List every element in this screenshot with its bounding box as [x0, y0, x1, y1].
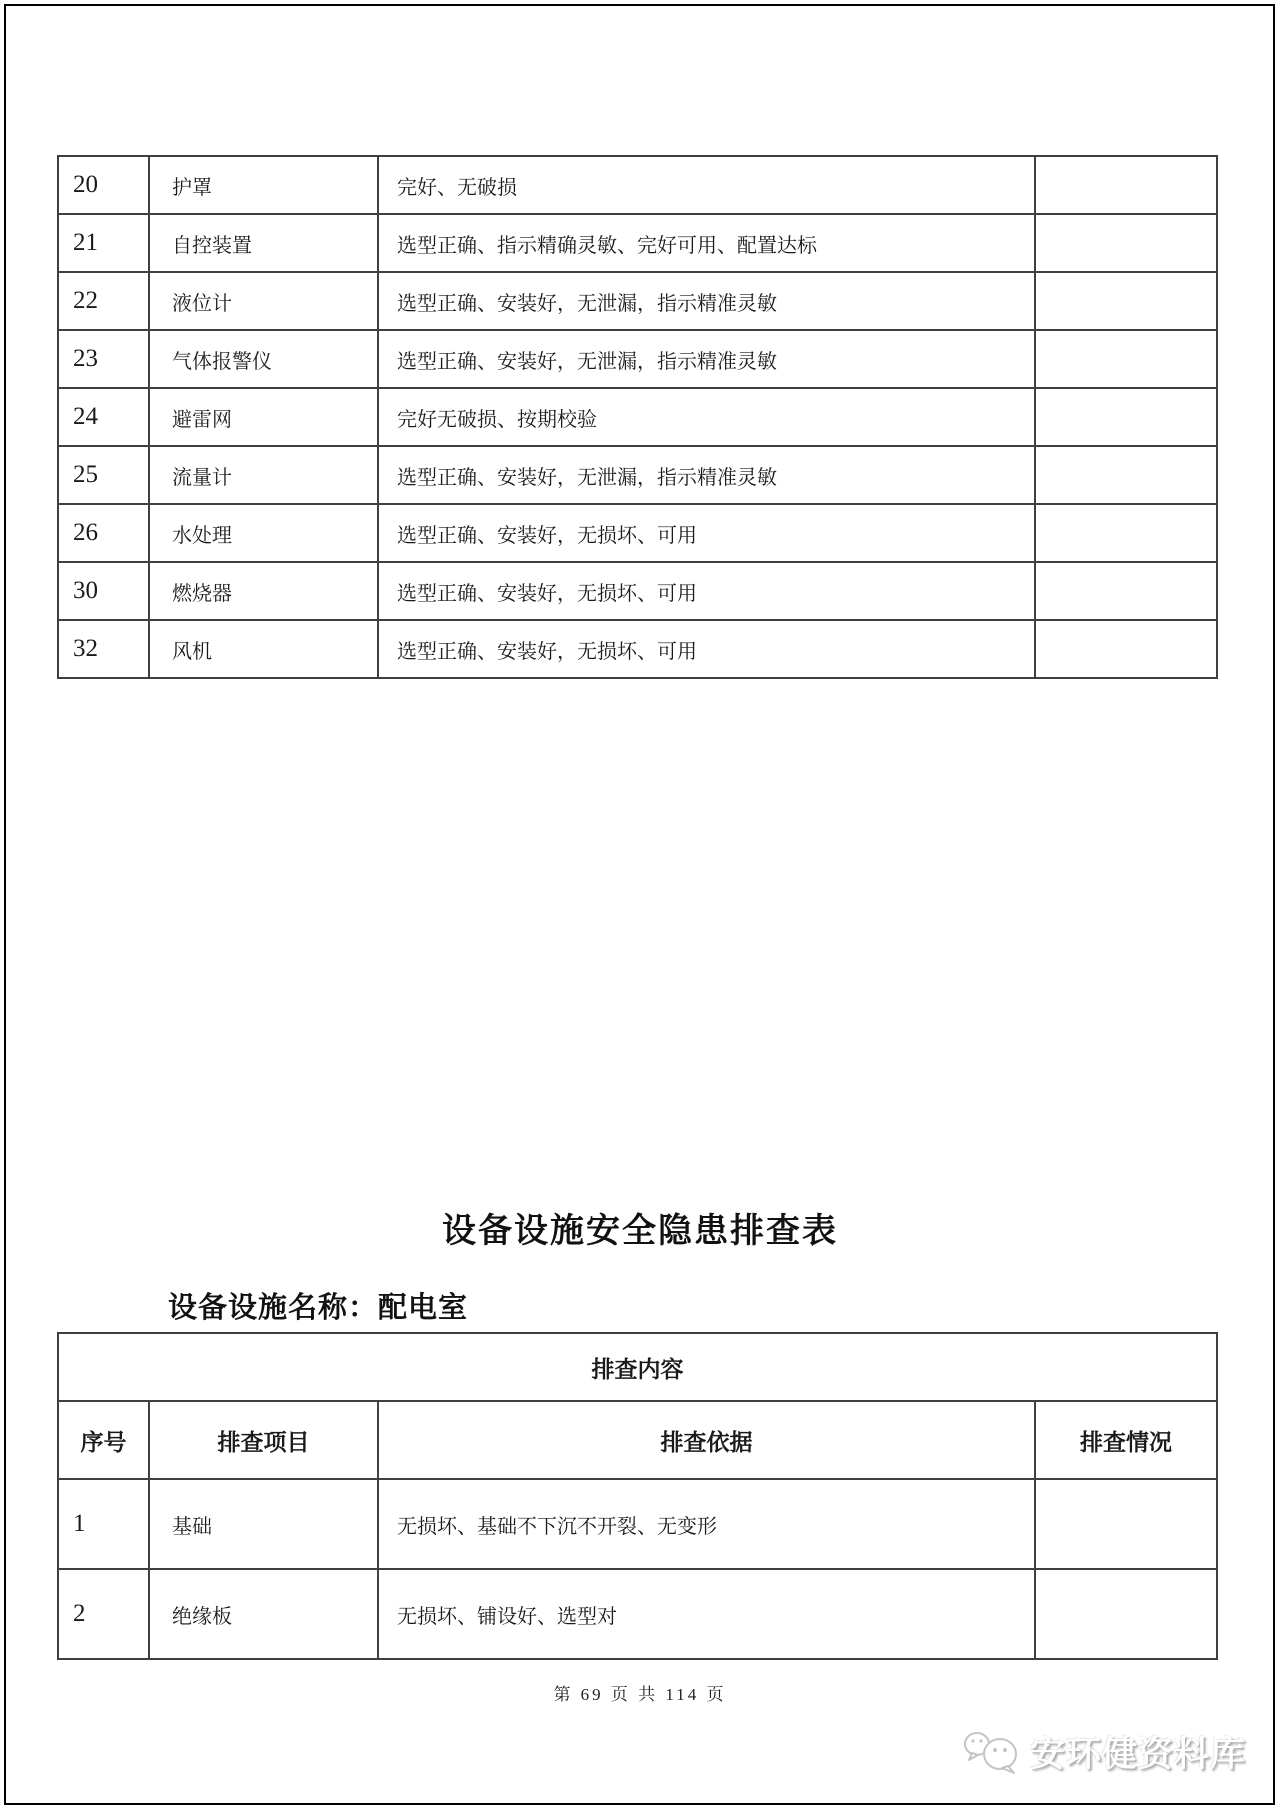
check-status-cell: [1035, 504, 1217, 562]
check-basis-cell: 完好无破损、按期校验: [378, 388, 1035, 446]
table-row: [58, 214, 1217, 272]
equipment-checklist-table-continued: [57, 155, 1218, 679]
check-basis-cell: 选型正确、安装好，无泄漏，指示精准灵敏: [378, 446, 1035, 504]
check-item-cell: 自控装置: [149, 214, 378, 272]
page-title: 设备设施安全隐患排查表: [442, 1212, 838, 1250]
row-number-cell: 20: [58, 156, 149, 214]
check-status-cell: [1035, 620, 1217, 678]
check-status-cell: [1035, 272, 1217, 330]
row-number-cell: 26: [58, 504, 149, 562]
row-number-cell: 25: [58, 446, 149, 504]
table-row: [58, 620, 1217, 678]
table-row: [58, 1569, 1217, 1659]
brand-watermark-text: 安环健资料库: [1029, 1735, 1246, 1774]
check-status-cell: [1035, 446, 1217, 504]
table-row: [58, 1479, 1217, 1569]
table-row: [58, 504, 1217, 562]
check-status-cell: [1035, 156, 1217, 214]
check-basis-cell: 选型正确、安装好，无泄漏，指示精准灵敏: [378, 330, 1035, 388]
column-header-status: 排查情况: [1035, 1401, 1217, 1479]
check-item-cell: 燃烧器: [149, 562, 378, 620]
column-header-seq: 序号: [58, 1401, 149, 1479]
table-row: [58, 330, 1217, 388]
column-header-basis: 排查依据: [378, 1401, 1035, 1479]
row-number-cell: 24: [58, 388, 149, 446]
table-row: [58, 388, 1217, 446]
check-basis-cell: 无损坏、铺设好、选型对: [378, 1569, 1035, 1659]
inspection-table: [57, 1332, 1218, 1660]
equipment-name-label: 设备设施名称：配电室: [168, 1292, 469, 1324]
check-item-cell: 水处理: [149, 504, 378, 562]
check-item-cell: 基础: [149, 1479, 378, 1569]
row-number-cell: 23: [58, 330, 149, 388]
check-item-cell: 护罩: [149, 156, 378, 214]
table-row: [58, 272, 1217, 330]
check-item-cell: 绝缘板: [149, 1569, 378, 1659]
check-item-cell: 避雷网: [149, 388, 378, 446]
row-number-cell: 30: [58, 562, 149, 620]
check-basis-cell: 选型正确、安装好，无损坏、可用: [378, 504, 1035, 562]
check-item-cell: 液位计: [149, 272, 378, 330]
table-header-row: [58, 1401, 1217, 1479]
check-basis-cell: 完好、无破损: [378, 156, 1035, 214]
check-status-cell: [1035, 1569, 1217, 1659]
check-item-cell: 风机: [149, 620, 378, 678]
check-status-cell: [1035, 1479, 1217, 1569]
check-status-cell: [1035, 330, 1217, 388]
brand-watermark: [962, 1726, 1246, 1778]
check-basis-cell: 选型正确、安装好，无泄漏，指示精准灵敏: [378, 272, 1035, 330]
page-number: 第 69 页 共 114 页: [553, 1685, 727, 1704]
brand-logo-icon: [962, 1726, 1024, 1778]
row-number-cell: 1: [58, 1479, 149, 1569]
check-basis-cell: 选型正确、指示精确灵敏、完好可用、配置达标: [378, 214, 1035, 272]
column-header-item: 排查项目: [149, 1401, 378, 1479]
row-number-cell: 2: [58, 1569, 149, 1659]
table-row: [58, 156, 1217, 214]
table-row: [58, 562, 1217, 620]
row-number-cell: 32: [58, 620, 149, 678]
row-number-cell: 21: [58, 214, 149, 272]
check-status-cell: [1035, 562, 1217, 620]
table-section-header-row: [58, 1333, 1217, 1401]
check-basis-cell: 选型正确、安装好，无损坏、可用: [378, 620, 1035, 678]
check-item-cell: 气体报警仪: [149, 330, 378, 388]
table-section-header: 排查内容: [58, 1333, 1217, 1401]
check-basis-cell: 无损坏、基础不下沉不开裂、无变形: [378, 1479, 1035, 1569]
check-status-cell: [1035, 214, 1217, 272]
check-basis-cell: 选型正确、安装好，无损坏、可用: [378, 562, 1035, 620]
table-row: [58, 446, 1217, 504]
check-item-cell: 流量计: [149, 446, 378, 504]
check-status-cell: [1035, 388, 1217, 446]
row-number-cell: 22: [58, 272, 149, 330]
